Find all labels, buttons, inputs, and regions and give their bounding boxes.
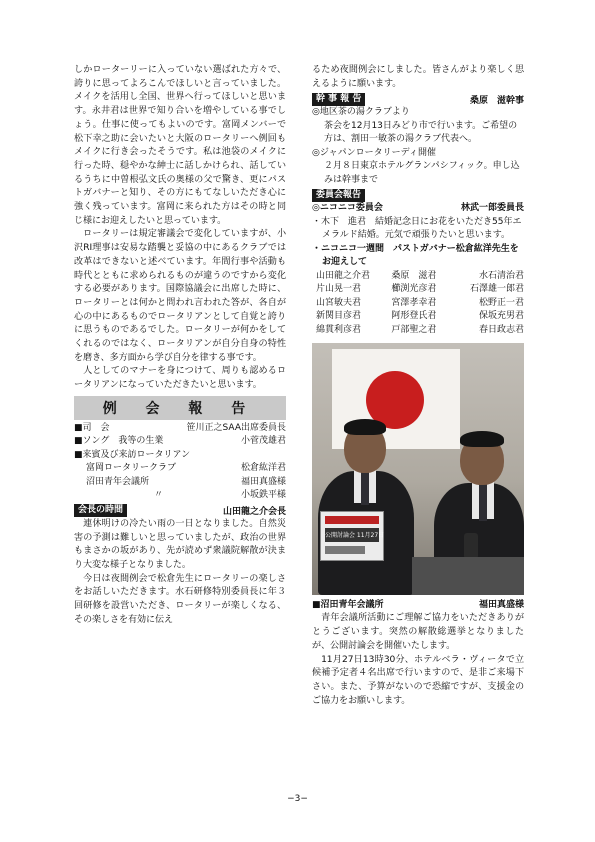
secretary-header [312, 92, 524, 106]
secretary-item: 茶会を12月13日みどり市で行います。ご希望の方は、割田一敏茶の湯クラブ代表へ。 [324, 120, 518, 145]
page-number: −3− [287, 794, 308, 804]
member-name: 新関目彦君 [316, 311, 362, 322]
member-name: 春日政志君 [478, 324, 524, 335]
body-paragraph: 今日は夜間例会で松倉先生にロータリーの楽しさをお話しいただきます。水石研修特別委員長に年３回研修を設営いただき、ロータリーが楽しくなる、その楽しさを有効に伝え [74, 573, 286, 625]
member-name: 桑原 滋君 [391, 270, 437, 281]
member-name: 保坂充男君 [478, 311, 524, 322]
body-paragraph: 11月27日13時30分、ホテルベラ・ヴィータで立候補予定者４名出席で行いますので、是非ご来場下さい。また、予算がないので恐縮ですが、支援金のご協力をお願いします。 [312, 654, 524, 706]
member-name: 阿形登氏君 [391, 311, 437, 322]
photo-caption [312, 599, 524, 612]
committee-title: ◎ニコニコ委員会 [312, 203, 383, 214]
member-name: 綿貫利彦君 [316, 324, 362, 335]
right-column [312, 64, 524, 708]
member-name: 水石清治君 [478, 270, 524, 281]
secretary-item: ◎ジャパンロータリーディ開催 [312, 147, 436, 158]
left-column [74, 64, 286, 628]
caption-person: 福田真盛様 [478, 600, 524, 611]
event-photo [312, 343, 524, 595]
committee-tag: 委員会報告 [312, 189, 365, 202]
committee-header [312, 188, 524, 202]
body-paragraph: ロータリーは規定審議会で変化していますが、小沢RI理事は安易な踏襲と妥協の中にあるクラブでは改革はできないと述べています。年間行事や活動も時代とともに求められるものが違うのですから変化する必要があります。国際協議会に出席した時に、ロータリーとは何かと問われ言われた答が、各自が心の中にあるものでロータリアンとして自覚と誇りに思うものであるでした。ロータリーが何かをしてくれるのではなく、ロータリアンが自分自身の特性を磨き、多方面から学び自分を律する事です。 [74, 229, 286, 363]
member-name: 櫛渕光彦君 [391, 284, 437, 295]
president-tag: 会長の時間 [74, 504, 127, 517]
member-name: 戸部聖之君 [391, 324, 437, 335]
secretary-item: ２月８日東京ホテルグランパシフィック。申し込みは幹事まで [324, 161, 520, 185]
member-name: 山宮敏夫君 [316, 297, 362, 308]
secretary-item: ◎地区茶の湯クラブより [312, 107, 410, 118]
president-header [74, 504, 286, 518]
forum-board: 公開討論会 11月27日 [320, 511, 384, 561]
meeting-row: ■ソング 我等の生業 小菅茂雄君 [74, 436, 286, 447]
member-name: 松野正一君 [478, 297, 524, 308]
meeting-row: 沼田青年会議所 福田真盛様 [86, 476, 286, 487]
member-names [312, 270, 524, 338]
member-name: 石澤雄一郎君 [469, 284, 524, 295]
secretary-tag: 幹 事 報 告 [312, 93, 365, 106]
meeting-row: 〃 小坂鉄平様 [154, 490, 286, 501]
meeting-row: ■来賓及び来訪ロータリアン [74, 449, 191, 460]
secretary-name: 桑原 滋幹事 [469, 95, 524, 106]
committee-title-row [312, 202, 524, 216]
member-name: 片山晃一君 [316, 284, 362, 295]
committee-chair: 林武一郎委員長 [460, 203, 524, 214]
meeting-row: 富岡ロータリークラブ 松倉紘洋君 [86, 463, 286, 474]
microphone [464, 533, 478, 559]
member-name: 山田龍之介君 [316, 270, 371, 281]
president-name: 山田龍之介会長 [222, 507, 286, 518]
section-banner: 例 会 報 告 [74, 396, 286, 420]
body-paragraph: 連休明けの冷たい雨の一日となりました。自然災害の予測は難しいと思っていましたが、政治の世界もまさかの坂があり、先が読めず衆議院解散が決まり大変な様子となりました。 [74, 518, 286, 570]
body-paragraph: しかローターリーに入っていない選ばれた方々で、誇りに思ってよろこんでほしいと言っていました。メイクを活用し全国、世界へ行ってほしいと思います。永井君は世界で知り合いを増やしている事でしょう。仕事に使ってもよいのです。富岡メンバーで松下幸之助に会いたいと大阪のロータリーへ例回もメイクに行き会ったそうです。私は池袋のメイクに行った時、穏やかな紳士に話しかけられ、話しているうちに中曽根弘文氏の奥様の父で驚き、更にパストガバナーと知り、その方にもてなしいただき心に強く残っています。富岡に来られた方はその時と同じ様にお迎えしたいと思っています。 [74, 65, 286, 226]
podium [412, 557, 524, 595]
meeting-row: ■司 会 笹川正之SAA出席委員長 [74, 422, 286, 433]
committee-item: ・木下 進君 結婚記念日にお花をいただき55年エメラルド結婚。元気で頑張りたいと思います。 [312, 216, 522, 241]
caption-org: ■沼田青年会議所 [312, 600, 384, 611]
welcome-line: ・ニコニコ一週間 パストガバナー松倉紘洋先生をお迎えして [312, 243, 519, 268]
member-name: 宮澤孝幸君 [391, 297, 437, 308]
body-paragraph: るため夜間例会にしました。皆さんがより楽しく思えるように願います。 [312, 65, 524, 89]
body-paragraph: 青年会議所活動にご理解ご協力をいただきありがとうございます。突然の解散総選挙となりましたが、公開討論会を開催いたします。 [312, 613, 524, 651]
body-paragraph: 人としてのマナーを身につけて、周りも認めるロータリアンになっていただきたいと思います。 [74, 366, 286, 391]
